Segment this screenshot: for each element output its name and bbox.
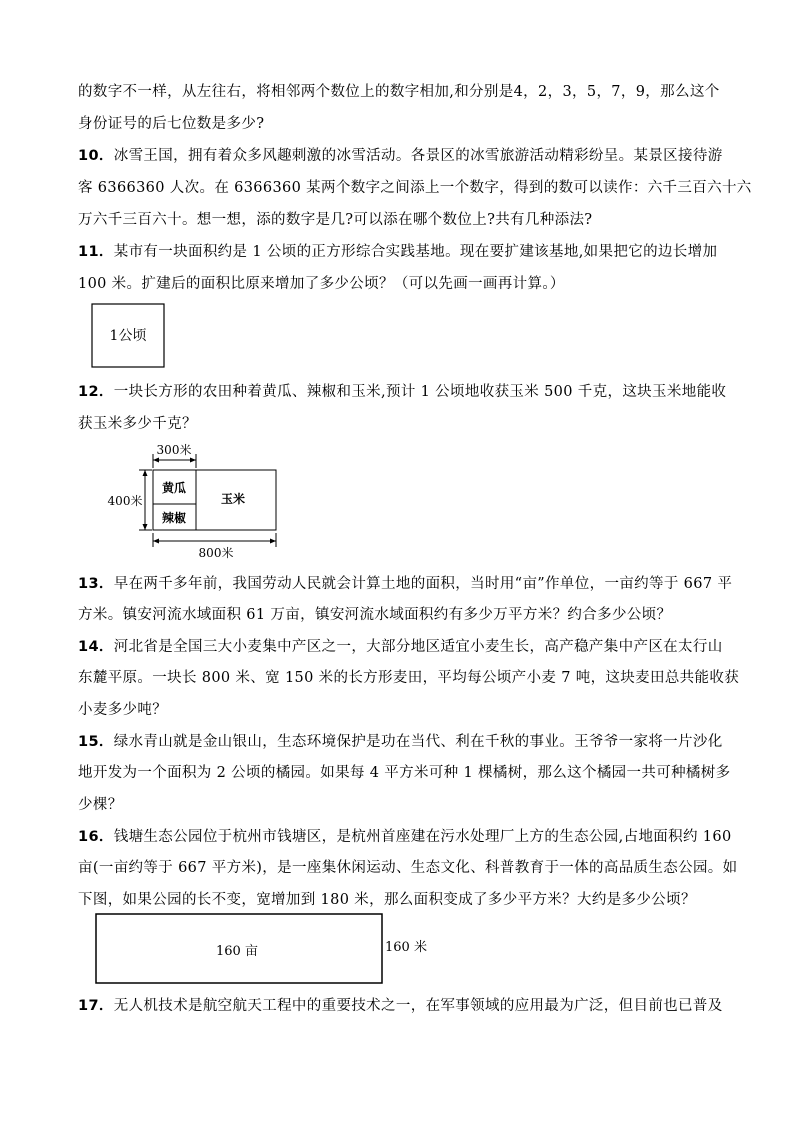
text-line: 万六千三百六十。想一想，添的数字是几?可以添在哪个数位上?共有几种添法? bbox=[78, 212, 593, 228]
question-number: 11． bbox=[78, 244, 114, 260]
question-number: 14． bbox=[78, 639, 114, 655]
text-line: 早在两千多年前，我国劳动人民就会计算土地的面积，当时用“亩”作单位，一亩约等于 667 平 bbox=[113, 576, 733, 592]
question-16-line bbox=[78, 827, 732, 847]
question-number: 10． bbox=[78, 148, 114, 164]
corn-label: 玉米 bbox=[220, 492, 246, 506]
top-dimension-label: 300米 bbox=[156, 443, 192, 457]
question-14-line bbox=[78, 637, 723, 657]
text-line: 身份证号的后七位数是多少? bbox=[78, 116, 265, 132]
park-area-label: 160 亩 bbox=[216, 944, 258, 959]
text-line: 亩(一亩约等于 667 平方米)，是一座集休闲运动、生态文化、科普教育于一体的高品质生态公园。如 bbox=[78, 860, 738, 876]
left-dimension-label: 400米 bbox=[107, 494, 143, 508]
park-figure bbox=[94, 912, 444, 988]
cucumber-label: 黄瓜 bbox=[161, 481, 187, 495]
text-line: 钱塘生态公园位于杭州市钱塘区，是杭州首座建在污水处理厂上方的生态公园,占地面积约 160 bbox=[113, 829, 732, 845]
question-12-line bbox=[78, 382, 727, 402]
question-number: 15． bbox=[78, 734, 114, 750]
question-number: 17． bbox=[78, 998, 114, 1014]
text-line: 东麓平原。一块长 800 米、宽 150 米的长方形麦田，平均每公顷产小麦 7 吨，这块麦田总共能收获 bbox=[78, 670, 740, 686]
text-line: 冰雪王国，拥有着众多风趣刺激的冰雪活动。各景区的冰雪旅游活动精彩纷呈。某景区接待游 bbox=[113, 148, 723, 164]
question-17-line bbox=[78, 996, 723, 1016]
question-number: 13． bbox=[78, 576, 114, 592]
question-10-line bbox=[78, 146, 723, 166]
question-13-line bbox=[78, 574, 733, 594]
text-line: 方米。镇安河流水域面积 61 万亩，镇安河流水域面积约有多少万平方米？约合多少公顷？ bbox=[78, 607, 672, 623]
text-line: 获玉米多少千克？ bbox=[78, 416, 197, 432]
question-number: 16． bbox=[78, 829, 114, 845]
square-label: 1公顷 bbox=[109, 328, 147, 344]
bottom-dimension-label: 800米 bbox=[198, 546, 234, 560]
text-line: 某市有一块面积约是 1 公顷的正方形综合实践基地。现在要扩建该基地,如果把它的边长增加 bbox=[113, 244, 718, 260]
text-line: 一块长方形的农田种着黄瓜、辣椒和玉米,预计 1 公顷地收获玉米 500 千克，这块玉米地能收 bbox=[113, 384, 727, 400]
text-line: 下图，如果公园的长不变，宽增加到 180 米，那么面积变成了多少平方米？大约是多少公顷？ bbox=[78, 892, 696, 908]
text-line: 的数字不一样，从左往右，将相邻两个数位上的数字相加,和分别是4，2，3，5，7，9，那么这个 bbox=[78, 84, 720, 100]
pepper-label: 辣椒 bbox=[161, 511, 187, 525]
farmland-figure bbox=[100, 438, 290, 564]
text-line: 100 米。扩建后的面积比原来增加了多少公顷？（可以先画一画再计算。） bbox=[78, 276, 565, 292]
text-line: 小麦多少吨？ bbox=[78, 702, 168, 718]
question-15-line bbox=[78, 732, 723, 752]
question-number: 12． bbox=[78, 384, 114, 400]
text-line: 地开发为一个面积为 2 公顷的橘园。如果每 4 平方米可种 1 棵橘树，那么这个橘园一共可种橘树多 bbox=[78, 765, 731, 781]
question-11-line bbox=[78, 242, 718, 262]
text-line: 客 6366360 人次。在 6366360 某两个数字之间添上一个数字，得到的数可以读作：六千三百六十六 bbox=[78, 180, 752, 196]
text-line: 绿水青山就是金山银山，生态环境保护是功在当代、利在千秋的事业。王爷爷一家将一片沙化 bbox=[113, 734, 723, 750]
square-figure bbox=[90, 302, 170, 372]
text-line: 少棵？ bbox=[78, 797, 123, 813]
text-line: 无人机技术是航空航天工程中的重要技术之一，在军事领域的应用最为广泛，但目前也已普及 bbox=[113, 998, 723, 1014]
text-line: 河北省是全国三大小麦集中产区之一，大部分地区适宜小麦生长，高产稳产集中产区在太行山 bbox=[113, 639, 723, 655]
park-width-label: 160 米 bbox=[385, 940, 427, 955]
